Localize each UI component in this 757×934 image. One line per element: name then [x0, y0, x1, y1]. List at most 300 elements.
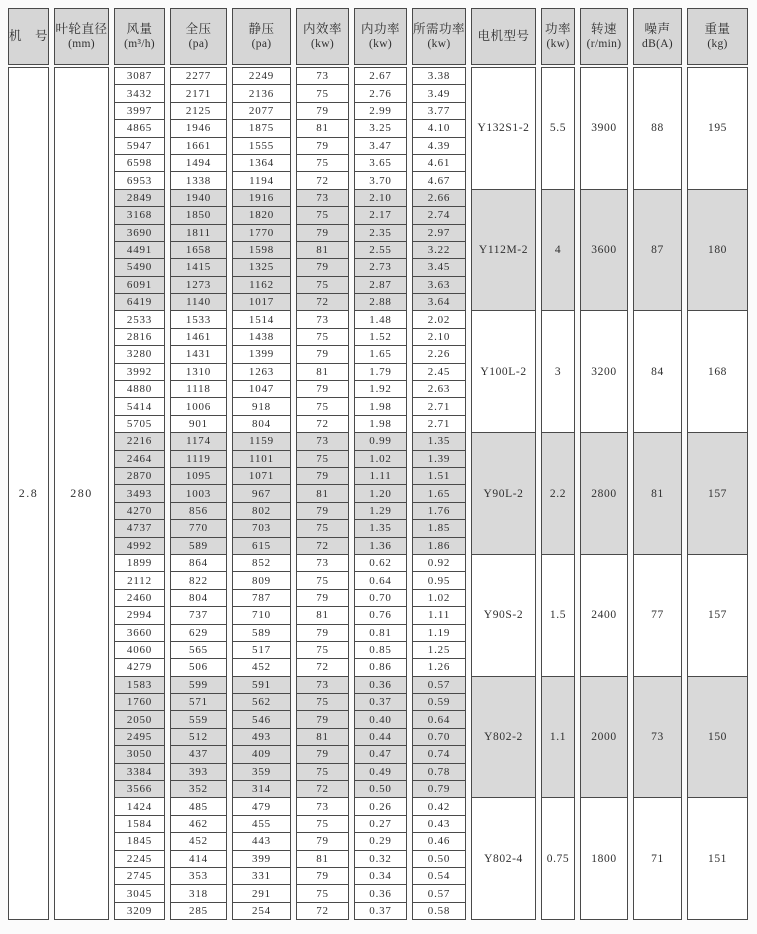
total-pressure-cell: 1811	[171, 224, 226, 241]
required-power-cell: 1.02	[413, 589, 465, 606]
noise-cell: 84	[634, 310, 681, 432]
airflow-cell: 1845	[115, 832, 164, 849]
required-power-cell: 2.02	[413, 310, 465, 327]
airflow-cell: 4279	[115, 658, 164, 675]
internal-power-cell: 1.48	[355, 310, 406, 327]
static-pressure-cell: 493	[233, 728, 290, 745]
internal-power-cell: 0.40	[355, 710, 406, 727]
airflow-cell: 1760	[115, 693, 164, 710]
internal-power-cell: 0.34	[355, 867, 406, 884]
efficiency-cell: 79	[297, 137, 348, 154]
static-pressure-cell: 1916	[233, 189, 290, 206]
efficiency-cell: 79	[297, 867, 348, 884]
static-pressure-cell: 591	[233, 676, 290, 693]
motor-model-cell: Y112M-2	[472, 189, 535, 311]
total-pressure-cell: 1174	[171, 432, 226, 449]
power-cell: 4	[542, 189, 574, 311]
efficiency-cell: 72	[297, 415, 348, 432]
efficiency-cell: 75	[297, 450, 348, 467]
total-pressure-cell: 1661	[171, 137, 226, 154]
required-power-cell: 0.64	[413, 710, 465, 727]
efficiency-cell: 75	[297, 571, 348, 588]
internal-power-cell: 2.76	[355, 84, 406, 101]
header-label: 内功率	[360, 21, 400, 36]
header-unit: (m³/h)	[124, 38, 155, 51]
required-power-cell: 1.35	[413, 432, 465, 449]
required-power-cell: 0.78	[413, 763, 465, 780]
airflow-cell: 2216	[115, 432, 164, 449]
static-pressure-cell: 1598	[233, 241, 290, 258]
header-unit: (kg)	[707, 38, 728, 51]
total-pressure-cell: 737	[171, 606, 226, 623]
static-pressure-cell: 802	[233, 502, 290, 519]
efficiency-cell: 79	[297, 832, 348, 849]
total-pressure-cell: 1946	[171, 119, 226, 136]
internal-power-cell: 2.87	[355, 276, 406, 293]
total-pressure-cell: 901	[171, 415, 226, 432]
efficiency-cell: 72	[297, 293, 348, 310]
required-power-cell: 2.10	[413, 328, 465, 345]
header-unit: (r/min)	[586, 38, 622, 51]
internal-power-cell: 2.55	[355, 241, 406, 258]
static-pressure-cell: 710	[233, 606, 290, 623]
efficiency-cell: 73	[297, 310, 348, 327]
power-cell: 0.75	[542, 797, 574, 919]
airflow-cell: 2994	[115, 606, 164, 623]
required-power-cell: 3.64	[413, 293, 465, 310]
header-motor-model	[471, 8, 536, 65]
total-pressure-cell: 512	[171, 728, 226, 745]
total-pressure-cell: 2277	[185, 70, 212, 83]
internal-power-cell: 0.32	[355, 850, 406, 867]
airflow-cell: 3050	[115, 745, 164, 762]
efficiency-column	[296, 67, 349, 920]
required-power-cell: 0.95	[413, 571, 465, 588]
efficiency-cell: 73	[297, 432, 348, 449]
header-label: 静压	[248, 21, 275, 36]
header-label: 功率	[544, 21, 571, 36]
header-label: 内效率	[302, 21, 342, 36]
efficiency-cell: 81	[297, 484, 348, 501]
efficiency-cell: 79	[297, 624, 348, 641]
internal-power-cell: 2.35	[355, 224, 406, 241]
airflow-cell: 3992	[115, 363, 164, 380]
total-pressure-cell: 1119	[171, 450, 226, 467]
required-power-cell: 3.49	[413, 84, 465, 101]
internal-power-cell: 0.44	[355, 728, 406, 745]
noise-cell: 77	[634, 554, 681, 676]
internal-power-cell: 0.76	[355, 606, 406, 623]
airflow-cell: 1424	[115, 797, 164, 814]
required-power-cell: 4.10	[413, 119, 465, 136]
static-pressure-cell: 1071	[233, 467, 290, 484]
total-pressure-cell: 629	[171, 624, 226, 641]
efficiency-cell: 79	[297, 502, 348, 519]
airflow-cell: 3660	[115, 624, 164, 641]
airflow-cell: 3493	[115, 484, 164, 501]
static-pressure-cell: 787	[233, 589, 290, 606]
airflow-cell: 5490	[115, 258, 164, 275]
header-label: 电机型号	[477, 29, 530, 44]
static-pressure-cell: 1101	[233, 450, 290, 467]
airflow-cell: 5705	[115, 415, 164, 432]
static-pressure-cell: 517	[233, 641, 290, 658]
total-pressure-cell: 1461	[171, 328, 226, 345]
airflow-column	[114, 67, 165, 920]
total-pressure-cell: 589	[171, 537, 226, 554]
efficiency-cell: 72	[297, 780, 348, 797]
internal-power-cell: 2.99	[355, 102, 406, 119]
static-pressure-cell: 918	[233, 397, 290, 414]
airflow-cell: 4880	[115, 380, 164, 397]
static-pressure-cell: 1194	[233, 171, 290, 188]
speed-cell: 2400	[581, 554, 627, 676]
header-unit: (mm)	[68, 38, 95, 51]
efficiency-cell: 81	[297, 363, 348, 380]
internal-power-cell: 0.47	[355, 745, 406, 762]
static-pressure-cell: 809	[233, 571, 290, 588]
efficiency-cell: 73	[297, 554, 348, 571]
efficiency-cell: 73	[316, 70, 329, 83]
total-pressure-cell: 485	[171, 797, 226, 814]
static-pressure-cell: 1047	[233, 380, 290, 397]
airflow-cell: 6953	[115, 171, 164, 188]
efficiency-cell: 79	[297, 224, 348, 241]
motor-model-cell: Y132S1-2	[477, 122, 530, 135]
internal-power-cell: 0.70	[355, 589, 406, 606]
total-pressure-cell: 1310	[171, 363, 226, 380]
total-pressure-cell: 1850	[171, 206, 226, 223]
airflow-cell: 2464	[115, 450, 164, 467]
header-label: 噪声	[644, 21, 671, 36]
efficiency-cell: 75	[297, 154, 348, 171]
efficiency-cell: 79	[297, 710, 348, 727]
internal-power-cell: 1.65	[355, 345, 406, 362]
total-pressure-cell: 1273	[171, 276, 226, 293]
internal-power-cell: 0.99	[355, 432, 406, 449]
static-pressure-cell: 452	[233, 658, 290, 675]
weight-cell: 168	[688, 310, 747, 432]
motor-model-cell: Y802-2	[472, 676, 535, 798]
efficiency-cell: 79	[297, 745, 348, 762]
efficiency-cell: 81	[297, 728, 348, 745]
motor-model-cell: Y90S-2	[472, 554, 535, 676]
airflow-cell: 4060	[115, 641, 164, 658]
required-power-cell: 1.86	[413, 537, 465, 554]
header-unit: (kw)	[427, 38, 451, 51]
motor-model-cell: Y802-4	[472, 797, 535, 919]
airflow-cell: 5947	[115, 137, 164, 154]
static-pressure-cell: 1820	[233, 206, 290, 223]
internal-power-cell: 3.70	[355, 171, 406, 188]
airflow-cell: 1899	[115, 554, 164, 571]
total-pressure-cell: 437	[171, 745, 226, 762]
total-pressure-cell: 770	[171, 519, 226, 536]
airflow-cell: 3280	[115, 345, 164, 362]
static-pressure-cell: 331	[233, 867, 290, 884]
efficiency-cell: 81	[297, 119, 348, 136]
required-power-cell: 0.42	[413, 797, 465, 814]
static-pressure-cell: 1364	[233, 154, 290, 171]
header-machine-no	[8, 8, 49, 65]
internal-power-cell: 1.98	[355, 415, 406, 432]
required-power-cell: 0.59	[413, 693, 465, 710]
static-pressure-cell: 1555	[233, 137, 290, 154]
total-pressure-cell: 864	[171, 554, 226, 571]
airflow-cell: 2495	[115, 728, 164, 745]
efficiency-cell: 73	[297, 189, 348, 206]
efficiency-cell: 81	[297, 241, 348, 258]
impeller-diameter-value: 280	[54, 67, 109, 920]
efficiency-cell: 81	[297, 606, 348, 623]
weight-cell: 180	[688, 189, 747, 311]
required-power-cell: 2.71	[413, 415, 465, 432]
airflow-cell: 6091	[115, 276, 164, 293]
total-pressure-cell: 1338	[171, 171, 226, 188]
header-static-pressure	[232, 8, 291, 65]
airflow-cell: 2533	[115, 310, 164, 327]
airflow-cell: 1583	[115, 676, 164, 693]
static-pressure-cell: 254	[233, 902, 290, 919]
weight-column	[687, 67, 748, 920]
header-unit: dB(A)	[642, 38, 673, 51]
total-pressure-cell: 506	[171, 658, 226, 675]
speed-cell: 2000	[581, 676, 627, 798]
total-pressure-cell: 1431	[171, 345, 226, 362]
internal-power-cell: 0.85	[355, 641, 406, 658]
static-pressure-cell: 2077	[233, 102, 290, 119]
internal-power-cell: 3.47	[355, 137, 406, 154]
efficiency-cell: 75	[297, 815, 348, 832]
header-label: 机 号	[9, 29, 49, 44]
static-pressure-column	[232, 67, 291, 920]
total-pressure-cell: 1140	[171, 293, 226, 310]
required-power-cell: 4.61	[413, 154, 465, 171]
efficiency-cell: 79	[297, 102, 348, 119]
internal-power-cell: 1.02	[355, 450, 406, 467]
motor-power-column	[541, 67, 575, 920]
efficiency-cell: 81	[297, 850, 348, 867]
internal-power-cell: 0.26	[355, 797, 406, 814]
internal-power-cell: 3.65	[355, 154, 406, 171]
efficiency-cell: 73	[297, 797, 348, 814]
internal-power-cell: 0.29	[355, 832, 406, 849]
machine-no-value: 2.8	[8, 67, 49, 920]
airflow-cell: 2460	[115, 589, 164, 606]
total-pressure-cell: 856	[171, 502, 226, 519]
airflow-cell: 2112	[115, 571, 164, 588]
airflow-cell: 2870	[115, 467, 164, 484]
power-cell: 5.5	[549, 122, 567, 135]
airflow-cell: 3432	[115, 84, 164, 101]
header-label: 叶轮直径	[55, 21, 108, 36]
noise-cell: 73	[634, 676, 681, 798]
static-pressure-cell: 1438	[233, 328, 290, 345]
required-power-cell: 1.65	[413, 484, 465, 501]
airflow-cell: 3168	[115, 206, 164, 223]
static-pressure-cell: 615	[233, 537, 290, 554]
header-label: 风量	[126, 21, 153, 36]
total-pressure-cell: 452	[171, 832, 226, 849]
internal-power-cell: 2.17	[355, 206, 406, 223]
internal-power-cell: 1.52	[355, 328, 406, 345]
airflow-cell: 6598	[115, 154, 164, 171]
internal-power-cell: 0.36	[355, 884, 406, 901]
required-power-cell: 1.11	[413, 606, 465, 623]
required-power-cell: 0.74	[413, 745, 465, 762]
speed-cell: 3900	[591, 122, 617, 135]
weight-cell: 157	[688, 554, 747, 676]
internal-power-cell: 0.64	[355, 571, 406, 588]
required-power-cell: 0.70	[413, 728, 465, 745]
noise-cell: 71	[634, 797, 681, 919]
header-unit: (kw)	[311, 38, 334, 51]
static-pressure-cell: 804	[233, 415, 290, 432]
internal-power-cell: 2.73	[355, 258, 406, 275]
spec-table	[8, 8, 749, 920]
total-pressure-cell: 804	[171, 589, 226, 606]
header-motor-speed	[580, 8, 628, 65]
static-pressure-cell: 443	[233, 832, 290, 849]
internal-power-cell: 2.88	[355, 293, 406, 310]
airflow-cell: 2245	[115, 850, 164, 867]
power-cell: 2.2	[542, 432, 574, 554]
total-pressure-cell: 2171	[171, 84, 226, 101]
efficiency-cell: 72	[297, 537, 348, 554]
required-power-cell: 2.26	[413, 345, 465, 362]
header-unit: (kw)	[369, 38, 392, 51]
static-pressure-cell: 409	[233, 745, 290, 762]
total-pressure-cell: 285	[171, 902, 226, 919]
static-pressure-cell: 967	[233, 484, 290, 501]
static-pressure-cell: 314	[233, 780, 290, 797]
weight-cell: 195	[707, 122, 728, 135]
airflow-cell: 3384	[115, 763, 164, 780]
static-pressure-cell: 1875	[233, 119, 290, 136]
required-power-cell: 0.58	[413, 902, 465, 919]
static-pressure-cell: 1017	[233, 293, 290, 310]
internal-power-cell: 3.25	[355, 119, 406, 136]
header-total-pressure	[170, 8, 227, 65]
total-pressure-cell: 393	[171, 763, 226, 780]
total-pressure-cell: 353	[171, 867, 226, 884]
header-noise	[633, 8, 682, 65]
airflow-cell: 1584	[115, 815, 164, 832]
total-pressure-column	[170, 67, 227, 920]
total-pressure-cell: 599	[171, 676, 226, 693]
required-power-cell: 0.43	[413, 815, 465, 832]
header-label: 转速	[590, 21, 617, 36]
required-power-cell: 2.97	[413, 224, 465, 241]
required-power-cell: 1.26	[413, 658, 465, 675]
static-pressure-cell: 703	[233, 519, 290, 536]
required-power-cell: 0.57	[413, 676, 465, 693]
static-pressure-cell: 399	[233, 850, 290, 867]
header-label: 重量	[704, 21, 731, 36]
efficiency-cell: 79	[297, 467, 348, 484]
header-airflow	[114, 8, 165, 65]
required-power-cell: 0.46	[413, 832, 465, 849]
efficiency-cell: 79	[297, 380, 348, 397]
power-cell: 1.1	[542, 676, 574, 798]
header-unit: (pa)	[251, 38, 272, 51]
efficiency-cell: 72	[297, 171, 348, 188]
motor-model-cell: Y90L-2	[472, 432, 535, 554]
internal-power-cell: 2.10	[355, 189, 406, 206]
total-pressure-cell: 1118	[171, 380, 226, 397]
internal-power-cell: 0.37	[355, 902, 406, 919]
required-power-cell: 1.85	[413, 519, 465, 536]
internal-power-cell: 0.50	[355, 780, 406, 797]
weight-cell: 150	[688, 676, 747, 798]
total-pressure-cell: 1006	[171, 397, 226, 414]
total-pressure-cell: 318	[171, 884, 226, 901]
required-power-cell: 0.54	[413, 867, 465, 884]
static-pressure-cell: 1159	[233, 432, 290, 449]
internal-power-column	[354, 67, 407, 920]
total-pressure-cell: 559	[171, 710, 226, 727]
speed-cell: 2800	[581, 432, 627, 554]
static-pressure-cell: 562	[233, 693, 290, 710]
header-label: 全压	[185, 21, 212, 36]
noise-column	[633, 67, 682, 920]
internal-power-cell: 1.79	[355, 363, 406, 380]
efficiency-cell: 75	[297, 328, 348, 345]
required-power-cell: 2.63	[413, 380, 465, 397]
required-power-cell: 0.79	[413, 780, 465, 797]
required-power-cell: 3.77	[413, 102, 465, 119]
efficiency-cell: 75	[297, 693, 348, 710]
internal-power-cell: 1.36	[355, 537, 406, 554]
total-pressure-cell: 414	[171, 850, 226, 867]
speed-cell: 1800	[581, 797, 627, 919]
internal-power-cell: 1.98	[355, 397, 406, 414]
total-pressure-cell: 1494	[171, 154, 226, 171]
total-pressure-cell: 462	[171, 815, 226, 832]
required-power-cell: 2.66	[413, 189, 465, 206]
static-pressure-cell: 1263	[233, 363, 290, 380]
header-unit: (kw)	[546, 38, 570, 51]
required-power-cell: 0.50	[413, 850, 465, 867]
required-power-cell: 2.71	[413, 397, 465, 414]
header-unit: (pa)	[188, 38, 209, 51]
airflow-cell: 4992	[115, 537, 164, 554]
static-pressure-cell: 2136	[233, 84, 290, 101]
internal-power-cell: 0.27	[355, 815, 406, 832]
speed-cell: 3200	[581, 310, 627, 432]
efficiency-cell: 73	[297, 676, 348, 693]
required-power-cell: 3.63	[413, 276, 465, 293]
header-efficiency	[296, 8, 349, 65]
efficiency-cell: 75	[297, 519, 348, 536]
required-power-cell: 1.39	[413, 450, 465, 467]
header-motor-power	[541, 8, 575, 65]
static-pressure-cell: 359	[233, 763, 290, 780]
internal-power-cell: 2.67	[369, 70, 392, 83]
required-power-column	[412, 67, 466, 920]
motor-speed-column	[580, 67, 628, 920]
static-pressure-cell: 291	[233, 884, 290, 901]
required-power-cell: 3.38	[427, 70, 451, 83]
required-power-cell: 2.45	[413, 363, 465, 380]
noise-cell: 87	[634, 189, 681, 311]
required-power-cell: 3.22	[413, 241, 465, 258]
static-pressure-cell: 455	[233, 815, 290, 832]
airflow-cell: 3566	[115, 780, 164, 797]
internal-power-cell: 0.36	[355, 676, 406, 693]
total-pressure-cell: 822	[171, 571, 226, 588]
required-power-cell: 2.74	[413, 206, 465, 223]
